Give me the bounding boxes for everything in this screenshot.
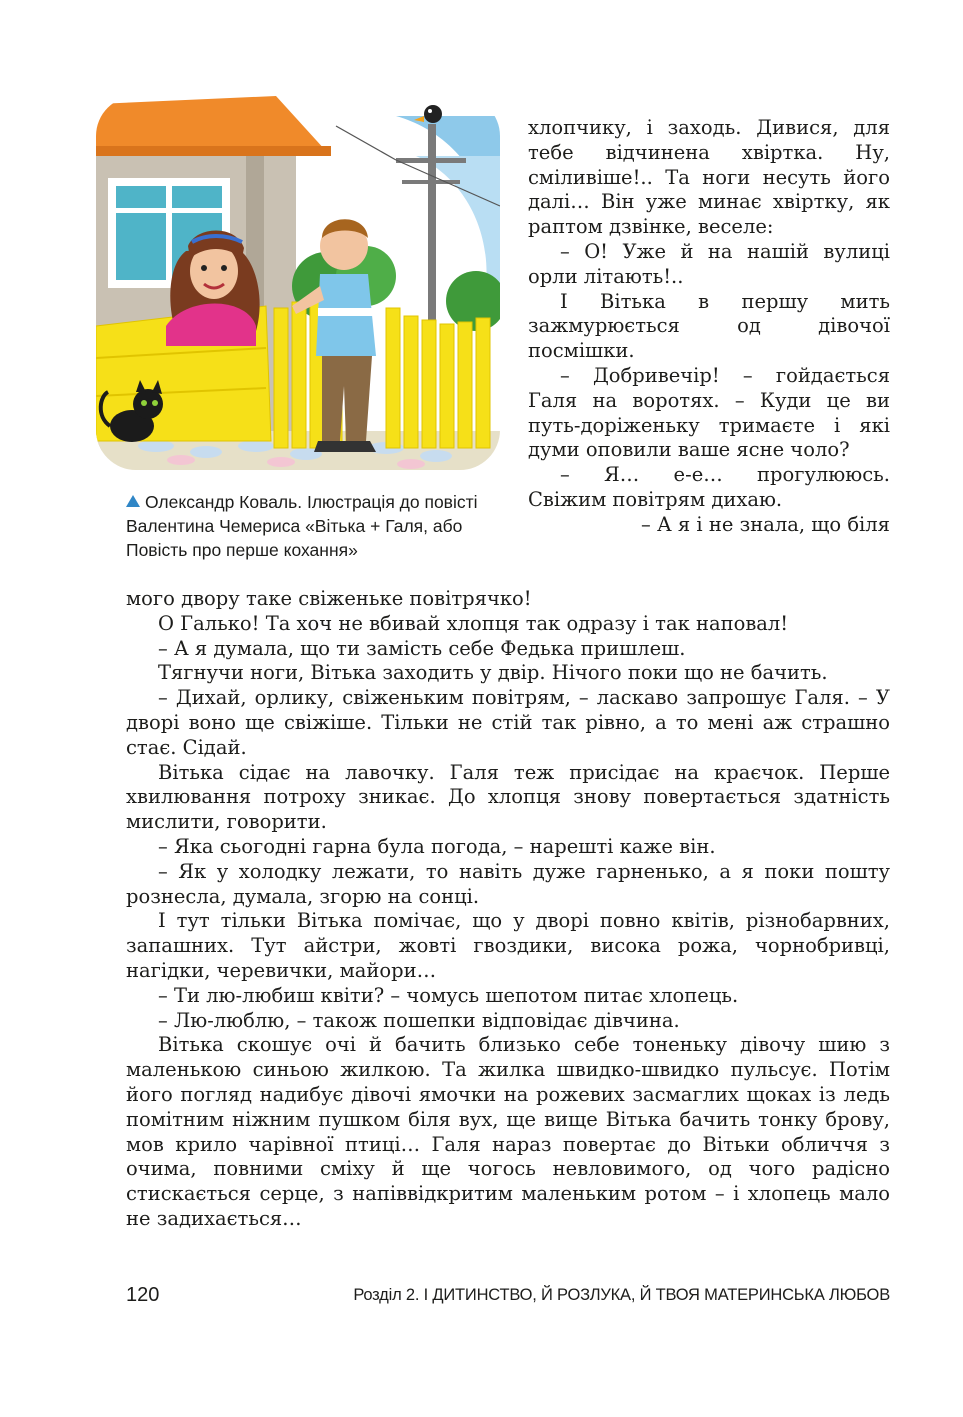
paragraph: О Галько! Та хоч не вбивай хлопця так одразу і так наповал! (158, 611, 789, 635)
paragraph: І тут тільки Вітька помічає, що у дворі повно квітів, різнобарвних, запашних. Тут айстри, жовті гвоздики, висока рожа, чорнобривці, нагідки, черевички, майори… (126, 909, 890, 982)
paragraph: – Добривечір! – гойдається Галя на воротях. – Куди це ви путь-доріженьку тримаєте і які думи оповили ваше ясне чоло? (528, 363, 890, 462)
paragraph: – Яка сьогодні гарна була погода, – нарешті каже він. (158, 834, 716, 858)
paragraph: Тягнучи ноги, Вітька заходить у двір. Нічого поки що не бачить. (158, 661, 828, 685)
paragraph: – А я і не знала, що біля (641, 512, 890, 536)
page-footer (126, 1284, 890, 1310)
paragraph: – Як у холодку лежати, то навіть дуже гарненько, а я поки пошту рознесла, думала, згорю на сонці. (126, 859, 890, 908)
paragraph: – Ти лю-любиш квіти? – чомусь шепотом питає хлопець. (158, 983, 739, 1007)
paragraph: – Лю-люблю, – також пошепки відповідає дівчина. (158, 1008, 680, 1032)
main-text (126, 587, 890, 1232)
paragraph: – Дихай, орлику, свіженьким повітрям, – ласкаво запрошує Галя. – У дворі воно ще свіжіше. Тільки не стій так рівно, а то мені аж страшно стає. Сідай. (126, 686, 890, 759)
caption-triangle-icon (126, 495, 140, 507)
page-number: 120 (126, 1284, 160, 1306)
paragraph: І Вітька в першу мить зажмурюється од дівочої посмішки. (528, 289, 890, 363)
paragraph: Вітька сідає на лавочку. Галя теж присідає на краєчок. Перше хвилювання потроху зникає. До хлопця знову повертається здатність мислити, говорити. (126, 760, 890, 834)
paragraph: Вітька скошує очі й бачить близько себе тоненьку дівочу шию з маленькою синьою жилкою. Та жилка швидко-швидко пульсує. Потім його погляд надибує дівочі ямочки на рожевих засмаглих щоках із ледь помітним ніжним пушком біля вух, ще вище Вітька бачить тонку брову, мов крило чарівної птиці… Галя нараз повертає до Вітьки обличчя з очима, повними сміху й ще чогось невловимого, од чого радісно стискається серце, з напіввідкритим маленьким ротом – і хлопець мало не задихається… (126, 1033, 890, 1230)
illustration-caption (126, 490, 506, 562)
paragraph: мого двору таке свіженьке повітрячко! (126, 587, 532, 610)
paragraph: хлопчику, і заходь. Дивися, для тебе відчинена хвіртка. Ну, сміливіше!.. Та ноги несуть його далі… Він уже минає хвіртку, як раптом дзвінке, веселе: (528, 116, 890, 239)
paragraph: – Я… е-е… прогулююсь. Свіжим повітрям дихаю. (528, 463, 890, 511)
paragraph: – О! Уже й на нашій вулиці орли літають!.. (528, 239, 890, 288)
paragraph: – А я думала, що ти замість себе Федька пришлеш. (158, 636, 686, 660)
story-illustration (96, 96, 500, 470)
section-title: Розділ 2. І ДИТИНСТВО, Й РОЗЛУКА, Й ТВОЯ МАТЕРИНСЬКА ЛЮБОВ (353, 1286, 890, 1304)
caption-text: Олександр Коваль. Ілюстрація до повісті Валентина Чемериса «Вітька + Галя, або Повість про перше кохання» (126, 492, 478, 560)
right-column-text (528, 116, 890, 538)
